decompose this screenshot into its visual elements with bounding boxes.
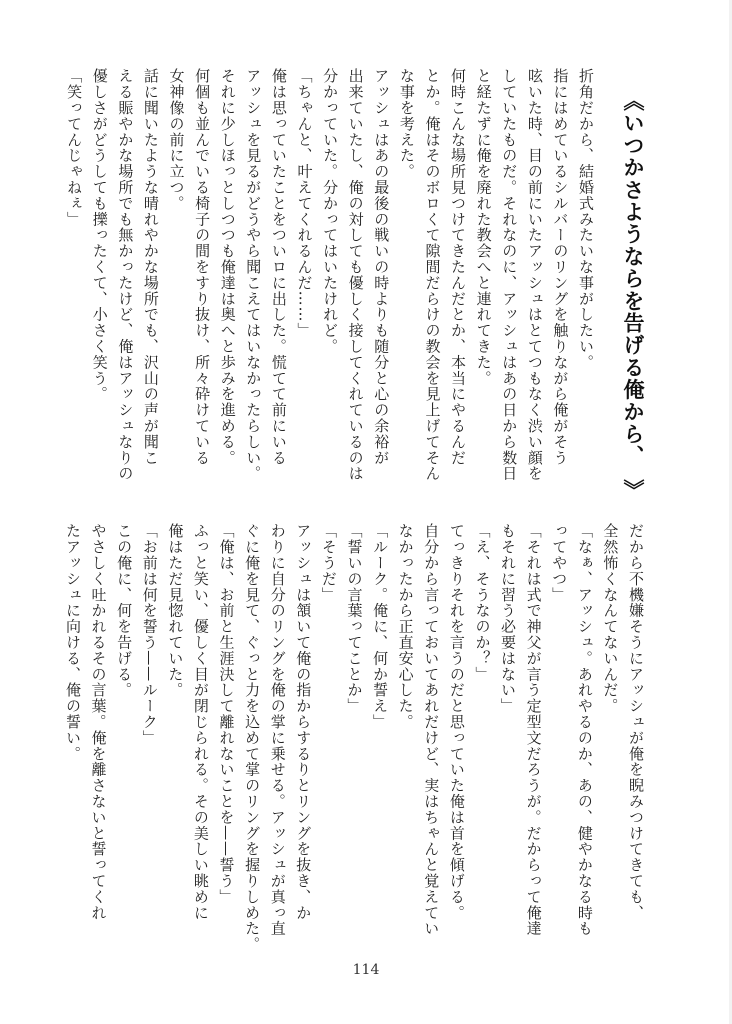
text-line: アッシュはあの最後の戦いの時よりも随分と心の余裕が [372, 68, 391, 466]
text-line: 「それは式で神父が言う定型文だろうが。だからって俺達 [524, 523, 543, 937]
chapter-title: 《いつかさようならを告げる俺から、 》 [621, 90, 645, 502]
text-line: 「ちゃんと、叶えてくれるんだ……」 [295, 68, 314, 339]
text-line: える賑やかな場所でも無かったけど、俺はアッシュなりの [116, 68, 135, 482]
page-number: 114 [352, 962, 380, 978]
text-line: わりに自分のリングを俺の掌に乗せる。アッシュが真っ直 [268, 523, 287, 937]
text-line: 呟いた時、目の前にいたアッシュはとてつもなく渋い顔を [525, 68, 544, 482]
text-line: 優しさがどうしても擽ったくて、小さく笑う。 [90, 68, 109, 402]
text-line: 「俺は、お前と生涯決して離れないことを——誓う」 [217, 523, 236, 905]
text-line: 「え、そうなのか？」 [473, 523, 492, 682]
text-line: てっきりそれを言うのだと思っていた俺は首を傾げる。 [447, 523, 466, 921]
text-line: とか。俺はそのボロくて隙間だらけの教会を見上げてそん [423, 68, 442, 482]
text-line: ってやつ」 [550, 523, 569, 603]
text-line: この俺に、何を告げる。 [115, 523, 134, 698]
text-line: 「ルーク。俺に、何か誓え」 [371, 523, 390, 730]
text-line: と経たずに俺を廃れた教会へと連れてきた。 [474, 68, 493, 386]
text-line: ふっと笑い、優しく目が閉じられる。その美しい眺めに [191, 523, 210, 921]
text-line: 話に聞いたような晴れやかな場所でも、沢山の声が聞こ [141, 68, 160, 466]
text-line: な事を考えた。 [397, 68, 416, 180]
text-line: 「誓いの言葉ってことか」 [345, 523, 364, 714]
upper-text-block [61, 68, 598, 498]
text-line: アッシュを見るがどうやら聞こえてはいなかったらしい。 [244, 68, 263, 482]
text-line: 何個も並んでいる椅子の間をすり抜け、所々砕けている [193, 68, 212, 466]
text-line: 「お前は何を誓う——ルーク」 [140, 523, 159, 746]
text-line: 何時こんな場所見つけてきたんだとか、本当にやるんだ [449, 68, 468, 466]
text-line: たアッシュに向ける、俺の誓い。 [63, 523, 82, 762]
lower-text-block [59, 523, 648, 963]
text-line: 指にはめているシルバーのリングを触りながら俺がそう [551, 68, 570, 466]
text-line: 「笑ってんじゃねぇ」 [65, 68, 84, 227]
text-line: 自分から言っておいてあれだけど、実はちゃんと覚えてい [422, 523, 441, 937]
text-line: ぐに俺を見て、ぐっと力を込めて掌のリングを握りしめた。 [243, 523, 262, 953]
text-line: 俺はただ見惚れていた。 [166, 523, 185, 698]
text-line: 全然怖くなんてないんだ。 [601, 523, 620, 714]
text-line: 折角だから、結婚式みたいな事がしたい。 [577, 68, 595, 371]
text-line: やさしく吐かれるその言葉。俺を離さないと誓ってくれ [89, 523, 108, 921]
text-line: 「なぁ、アッシュ。あれやるのか、あの、健やかなる時も [575, 523, 594, 937]
text-line: もそれに習う必要はない」 [499, 523, 518, 714]
text-line: 俺は思っていたことをついロに出した。慌てて前にいる [269, 68, 288, 466]
text-line: なかったから正直安心した。 [396, 523, 415, 730]
text-line: 女神像の前に立つ。 [167, 68, 186, 212]
text-line: 「そうだ」 [319, 523, 338, 603]
text-line: 分かっていた。分かってはいたけれど。 [321, 68, 340, 355]
text-line: アッシュは頷いて俺の指からするりとリングを抜き、か [294, 523, 313, 921]
text-line: していたものだ。それなのに、アッシュはあの日から数日 [500, 68, 519, 482]
text-line: だから不機嫌そうにアッシュが俺を睨みつけてきても、 [627, 523, 645, 921]
text-line: それに少しほっとしつつも俺達は奥へと歩みを進める。 [218, 68, 237, 466]
text-line: 出来ていたし、俺の対しても優しく接してくれているのは [346, 68, 365, 482]
